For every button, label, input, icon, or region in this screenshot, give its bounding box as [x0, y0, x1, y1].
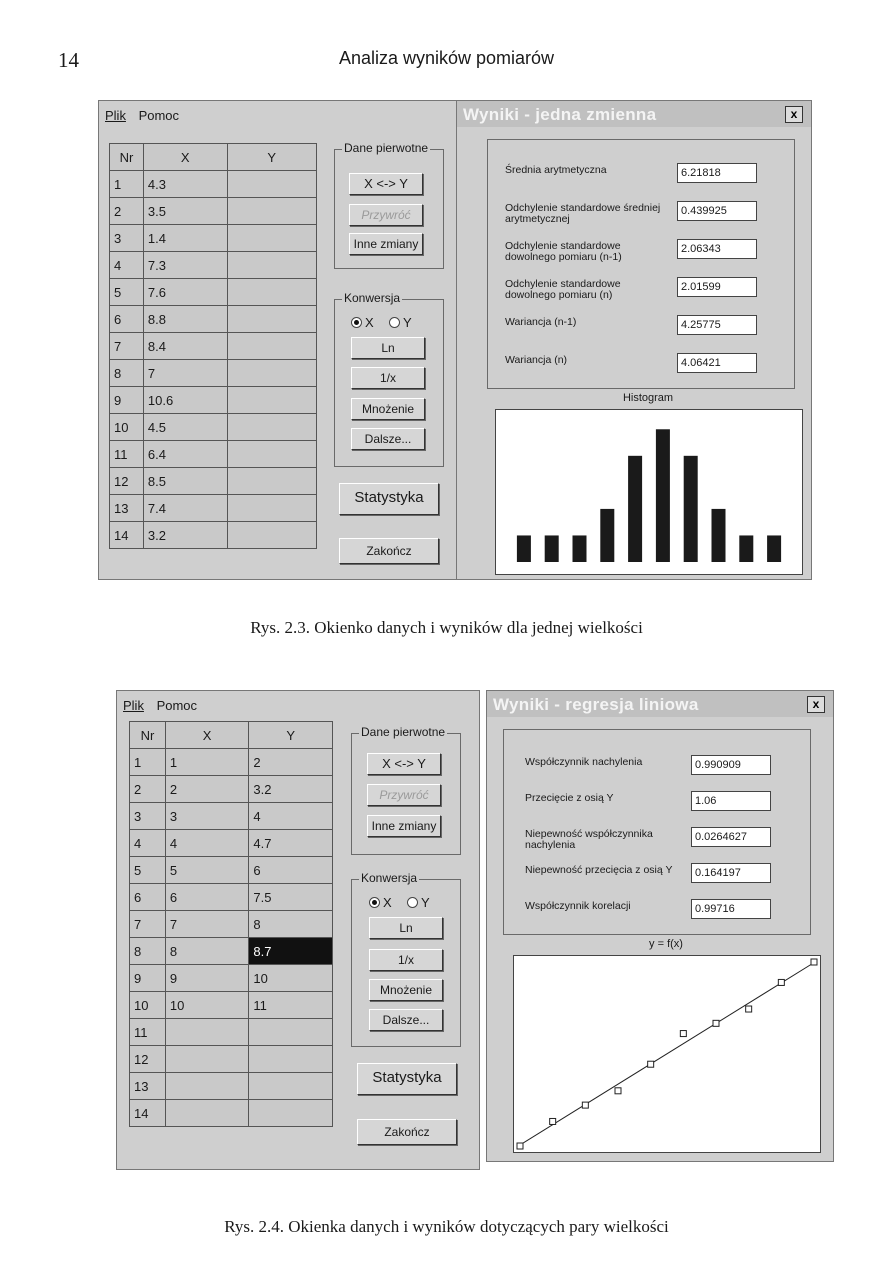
restore-button[interactable]: Przywróć [349, 204, 423, 226]
data-table [129, 721, 333, 1127]
radio-x[interactable] [351, 315, 374, 330]
caption-2-3: Rys. 2.3. Okienko danych i wyników dla jednej wielkości [250, 618, 643, 637]
fit-line [520, 963, 814, 1145]
cell-nr[interactable]: 6 [110, 306, 144, 333]
result-label: Niepewność współczynnika nachylenia [525, 828, 653, 851]
table-row [130, 1019, 333, 1046]
cell-nr[interactable]: 5 [130, 857, 166, 884]
cell-nr[interactable]: 7 [130, 911, 166, 938]
data-point [713, 1020, 719, 1026]
table-row [130, 776, 333, 803]
cell-y[interactable]: 2 [249, 749, 333, 776]
cell-x[interactable] [165, 1073, 249, 1100]
data-table [109, 143, 317, 549]
cell-y[interactable]: 3.2 [249, 776, 333, 803]
multiply-button[interactable]: Mnożenie [351, 398, 425, 420]
data-point [648, 1061, 654, 1067]
cell-nr[interactable]: 7 [110, 333, 144, 360]
result-label: Współczynnik korelacji [525, 900, 631, 912]
cell-x[interactable]: 1 [165, 749, 249, 776]
cell-x[interactable] [165, 1046, 249, 1073]
result-value[interactable]: 2.01599 [677, 277, 757, 297]
cell-x[interactable]: 7.6 [143, 279, 227, 306]
table-row [130, 857, 333, 884]
table-row [130, 749, 333, 776]
cell-y[interactable] [227, 387, 316, 414]
multiply-button[interactable]: Mnożenie [369, 979, 443, 1001]
cell-y[interactable]: 4.7 [249, 830, 333, 857]
histogram-bar [739, 535, 753, 562]
regression-chart [513, 955, 821, 1153]
histogram-bar [767, 535, 781, 562]
cell-y[interactable]: 7.5 [249, 884, 333, 911]
cell-x[interactable]: 3 [165, 803, 249, 830]
histogram-chart [495, 409, 803, 575]
inverse-button[interactable]: 1/x [351, 367, 425, 389]
header-x: X [143, 144, 227, 171]
radio-x[interactable] [369, 895, 392, 910]
cell-y[interactable]: 8.7 [249, 938, 333, 965]
cell-y[interactable] [227, 198, 316, 225]
cell-y[interactable] [227, 252, 316, 279]
table-row [130, 992, 333, 1019]
cell-y[interactable] [227, 495, 316, 522]
histogram-bar [684, 456, 698, 562]
cell-y[interactable]: 11 [249, 992, 333, 1019]
result-label: Odchylenie standardowe dowolnego pomiaru (n) [505, 278, 621, 301]
cell-x[interactable]: 7.4 [143, 495, 227, 522]
more-button[interactable]: Dalsze... [369, 1009, 443, 1031]
data-point [680, 1031, 686, 1037]
header-y: Y [249, 722, 333, 749]
result-value[interactable]: 0.439925 [677, 201, 757, 221]
cell-x[interactable]: 3.2 [143, 522, 227, 549]
data-point [778, 979, 784, 985]
menu-bar [105, 108, 188, 123]
radio-y-dot [407, 897, 418, 908]
table-row [110, 387, 317, 414]
cell-nr[interactable]: 14 [130, 1100, 166, 1127]
cell-x[interactable]: 8.5 [143, 468, 227, 495]
table-row [110, 360, 317, 387]
cell-x[interactable] [165, 1100, 249, 1127]
histogram-bar [628, 456, 642, 562]
data-point [746, 1006, 752, 1012]
radio-y-label: Y [421, 895, 430, 910]
cell-nr[interactable]: 14 [110, 522, 144, 549]
konwersja-title: Konwersja [344, 291, 401, 305]
result-value[interactable]: 6.21818 [677, 163, 757, 183]
table-row [110, 468, 317, 495]
cell-y[interactable] [249, 1100, 333, 1127]
histogram-bar [712, 509, 726, 562]
result-label: Niepewność przecięcia z osią Y [525, 864, 673, 876]
table-row [130, 830, 333, 857]
cell-x[interactable]: 8.4 [143, 333, 227, 360]
radio-x-dot [369, 897, 380, 908]
cell-x[interactable]: 4.5 [143, 414, 227, 441]
cell-x[interactable] [165, 1019, 249, 1046]
radio-x-label: X [383, 895, 392, 910]
header-nr: Nr [110, 144, 144, 171]
result-label: Odchylenie standardowe średniej arytmetycznej [505, 202, 661, 225]
cell-x[interactable]: 8 [165, 938, 249, 965]
statystyka-button[interactable]: Statystyka [339, 483, 439, 515]
radio-y[interactable] [407, 895, 430, 910]
radio-y-label: Y [403, 315, 412, 330]
cell-y[interactable] [227, 306, 316, 333]
results-title: Wyniki - regresja liniowa [487, 691, 833, 717]
table-row [130, 884, 333, 911]
cell-x[interactable]: 8.8 [143, 306, 227, 333]
cell-nr[interactable]: 9 [130, 965, 166, 992]
caption-2-4: Rys. 2.4. Okienka danych i wyników dotyczących pary wielkości [224, 1217, 669, 1236]
result-label: Przecięcie z osią Y [525, 792, 614, 804]
cell-x[interactable]: 10.6 [143, 387, 227, 414]
plot-title: y = f(x) [649, 938, 683, 950]
result-label: Wariancja (n-1) [505, 316, 577, 328]
data-point [582, 1102, 588, 1108]
close-icon[interactable]: x [785, 106, 803, 123]
data-window-2 [116, 690, 480, 1170]
results-window-1 [456, 100, 812, 580]
radio-x-label: X [365, 315, 374, 330]
menu-bar [123, 698, 206, 713]
data-point [811, 959, 817, 965]
table-row [110, 414, 317, 441]
header-nr: Nr [130, 722, 166, 749]
table-row [110, 252, 317, 279]
cell-x[interactable]: 1.4 [143, 225, 227, 252]
cell-y[interactable] [249, 1073, 333, 1100]
cell-y[interactable] [227, 441, 316, 468]
result-label: Średnia arytmetyczna [505, 164, 607, 176]
cell-x[interactable]: 4.3 [143, 171, 227, 198]
table-row [130, 965, 333, 992]
cell-nr[interactable]: 9 [110, 387, 144, 414]
radio-y-dot [389, 317, 400, 328]
cell-x[interactable]: 2 [165, 776, 249, 803]
cell-x[interactable]: 6.4 [143, 441, 227, 468]
ln-button[interactable]: Ln [369, 917, 443, 939]
table-header [130, 722, 333, 749]
cell-x[interactable]: 10 [165, 992, 249, 1019]
cell-nr[interactable]: 11 [130, 1019, 166, 1046]
data-point [615, 1088, 621, 1094]
cell-nr[interactable]: 4 [130, 830, 166, 857]
table-row [130, 911, 333, 938]
cell-y[interactable] [227, 468, 316, 495]
cell-nr[interactable]: 2 [130, 776, 166, 803]
zakoncz-button[interactable]: Zakończ [339, 538, 439, 564]
zakoncz-button[interactable]: Zakończ [357, 1119, 457, 1145]
results-title: Wyniki - jedna zmienna [457, 101, 811, 127]
table-header [110, 144, 317, 171]
header-x: X [165, 722, 249, 749]
cell-nr[interactable]: 3 [130, 803, 166, 830]
cell-y[interactable] [227, 171, 316, 198]
cell-nr[interactable]: 13 [110, 495, 144, 522]
statystyka-button[interactable]: Statystyka [357, 1063, 457, 1095]
data-point [517, 1143, 523, 1149]
header-y: Y [227, 144, 316, 171]
other-changes-button[interactable]: Inne zmiany [349, 233, 423, 255]
cell-y[interactable] [227, 333, 316, 360]
swap-xy-button[interactable]: X <-> Y [349, 173, 423, 195]
dane-pierwotne-title: Dane pierwotne [344, 141, 429, 155]
table-row [110, 279, 317, 306]
cell-y[interactable]: 10 [249, 965, 333, 992]
menu-pomoc[interactable]: Pomoc [156, 698, 198, 713]
histogram-bar [545, 535, 559, 562]
cell-y[interactable] [249, 1046, 333, 1073]
table-row [110, 441, 317, 468]
cell-nr[interactable]: 10 [130, 992, 166, 1019]
cell-nr[interactable]: 11 [110, 441, 144, 468]
cell-nr[interactable]: 8 [130, 938, 166, 965]
result-value[interactable]: 0.0264627 [691, 827, 771, 847]
menu-plik[interactable]: Plik [123, 698, 144, 713]
cell-y[interactable]: 6 [249, 857, 333, 884]
result-value[interactable]: 0.164197 [691, 863, 771, 883]
result-label: Wariancja (n) [505, 354, 568, 366]
radio-y[interactable] [389, 315, 412, 330]
table-row [110, 495, 317, 522]
histogram-bar [573, 535, 587, 562]
table-row [110, 198, 317, 225]
cell-x[interactable]: 7 [165, 911, 249, 938]
data-window-1 [98, 100, 460, 580]
cell-x[interactable]: 5 [165, 857, 249, 884]
histogram-bar [656, 429, 670, 562]
cell-y[interactable] [249, 1019, 333, 1046]
cell-nr[interactable]: 1 [110, 171, 144, 198]
histogram-bar [600, 509, 614, 562]
cell-nr[interactable]: 12 [130, 1046, 166, 1073]
histogram-bar [517, 535, 531, 562]
cell-y[interactable] [227, 522, 316, 549]
cell-nr[interactable]: 1 [130, 749, 166, 776]
swap-xy-button[interactable]: X <-> Y [367, 753, 441, 775]
table-row [130, 1100, 333, 1127]
radio-x-dot [351, 317, 362, 328]
cell-x[interactable]: 6 [165, 884, 249, 911]
restore-button[interactable]: Przywróć [367, 784, 441, 806]
cell-x[interactable]: 7.3 [143, 252, 227, 279]
result-value[interactable]: 4.25775 [677, 315, 757, 335]
page-number: 14 [58, 48, 79, 72]
ln-button[interactable]: Ln [351, 337, 425, 359]
result-label: Współczynnik nachylenia [525, 756, 643, 768]
table-row [110, 171, 317, 198]
running-head: Analiza wyników pomiarów [338, 48, 555, 68]
table-row [130, 803, 333, 830]
result-value[interactable]: 2.06343 [677, 239, 757, 259]
result-label: Odchylenie standardowe dowolnego pomiaru (n-1) [505, 240, 622, 263]
table-row [130, 1046, 333, 1073]
cell-nr[interactable]: 3 [110, 225, 144, 252]
inverse-button[interactable]: 1/x [369, 949, 443, 971]
cell-nr[interactable]: 6 [130, 884, 166, 911]
table-row [110, 225, 317, 252]
table-row [110, 333, 317, 360]
result-value[interactable]: 1.06 [691, 791, 771, 811]
cell-y[interactable] [227, 279, 316, 306]
cell-y[interactable] [227, 414, 316, 441]
histogram-title: Histogram [622, 392, 674, 404]
close-icon[interactable]: x [807, 696, 825, 713]
cell-nr[interactable]: 8 [110, 360, 144, 387]
results-window-2 [486, 690, 834, 1162]
cell-x[interactable]: 3.5 [143, 198, 227, 225]
cell-x[interactable]: 9 [165, 965, 249, 992]
result-value[interactable]: 4.06421 [677, 353, 757, 373]
cell-y[interactable] [227, 225, 316, 252]
cell-x[interactable]: 4 [165, 830, 249, 857]
other-changes-button[interactable]: Inne zmiany [367, 815, 441, 837]
konwersja-title: Konwersja [361, 871, 418, 885]
result-value[interactable]: 0.99716 [691, 899, 771, 919]
table-row [130, 938, 333, 965]
cell-nr[interactable]: 13 [130, 1073, 166, 1100]
result-value[interactable]: 0.990909 [691, 755, 771, 775]
table-row [130, 1073, 333, 1100]
data-point [550, 1118, 556, 1124]
cell-x[interactable]: 7 [143, 360, 227, 387]
cell-y[interactable]: 8 [249, 911, 333, 938]
cell-y[interactable]: 4 [249, 803, 333, 830]
cell-y[interactable] [227, 360, 316, 387]
cell-nr[interactable]: 4 [110, 252, 144, 279]
cell-nr[interactable]: 12 [110, 468, 144, 495]
menu-plik[interactable]: Plik [105, 108, 126, 123]
table-row [110, 306, 317, 333]
more-button[interactable]: Dalsze... [351, 428, 425, 450]
menu-pomoc[interactable]: Pomoc [138, 108, 180, 123]
cell-nr[interactable]: 2 [110, 198, 144, 225]
cell-nr[interactable]: 5 [110, 279, 144, 306]
dane-pierwotne-title: Dane pierwotne [361, 725, 446, 739]
table-row [110, 522, 317, 549]
cell-nr[interactable]: 10 [110, 414, 144, 441]
